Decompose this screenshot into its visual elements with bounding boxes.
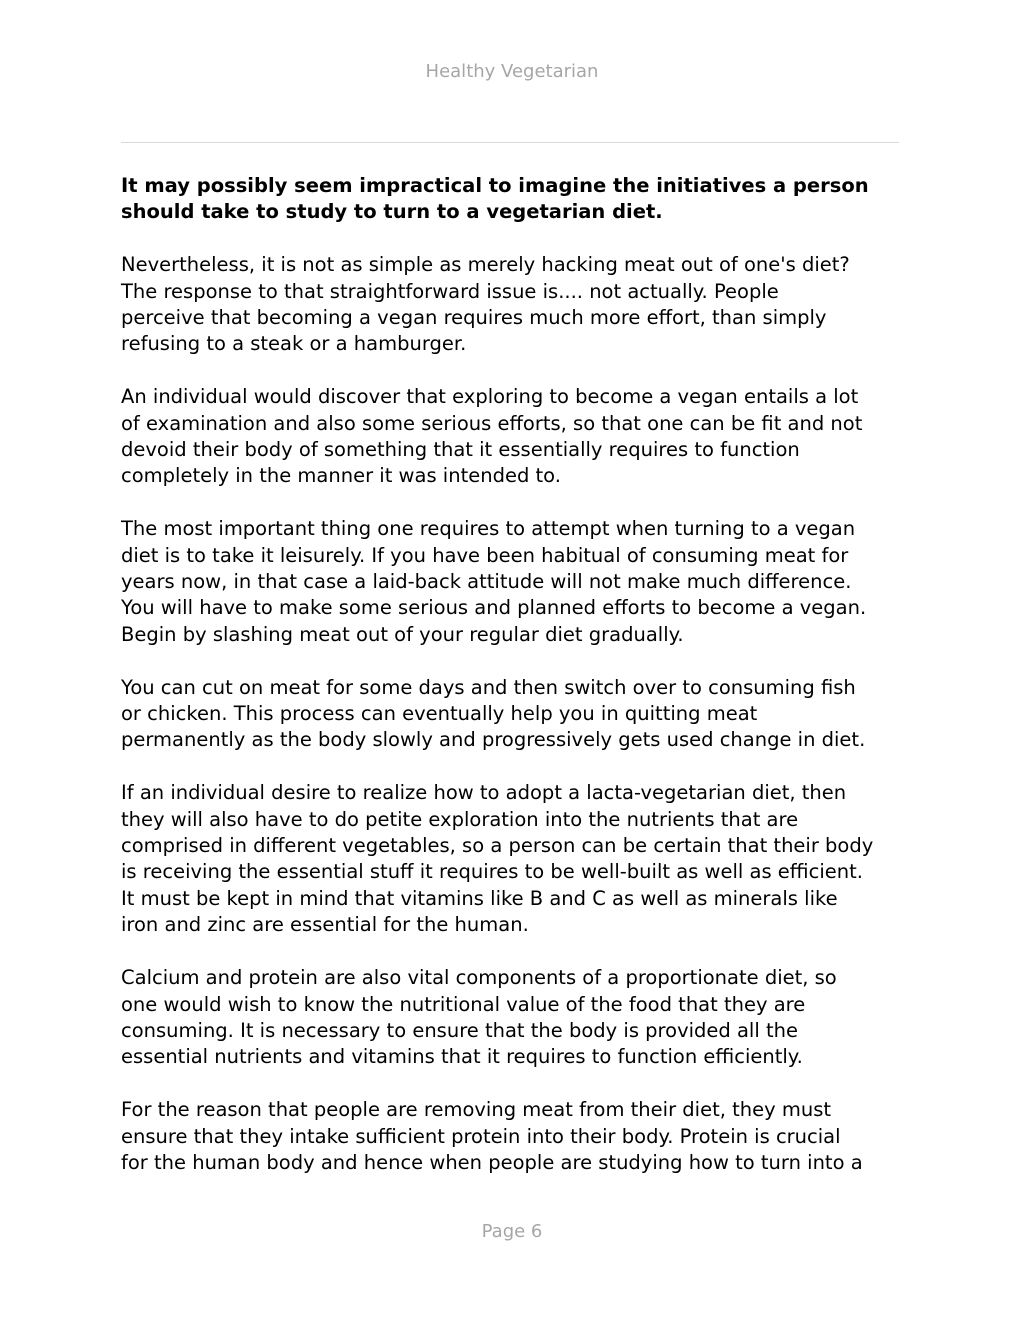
text-line: years now, in that case a laid-back attitude will not make much difference. bbox=[121, 570, 852, 594]
text-line: devoid their body of something that it essentially requires to function bbox=[121, 438, 800, 462]
text-line: or chicken. This process can eventually help you in quitting meat bbox=[121, 702, 758, 726]
text-line: Calcium and protein are also vital components of a proportionate diet, so bbox=[121, 966, 837, 990]
text-line: of examination and also some serious efforts, so that one can be fit and not bbox=[121, 411, 863, 435]
text-line: one would wish to know the nutritional value of the food that they are bbox=[121, 992, 806, 1016]
text-line: they will also have to do petite exploration into the nutrients that are bbox=[121, 807, 799, 831]
text-line: refusing to a steak or a hamburger. bbox=[121, 332, 467, 356]
body-paragraph bbox=[121, 780, 911, 938]
text-line: You can cut on meat for some days and then switch over to consuming fish bbox=[121, 675, 856, 699]
text-line: If an individual desire to realize how to adopt a lacta-vegetarian diet, then bbox=[121, 781, 847, 805]
body-paragraph bbox=[121, 965, 911, 1071]
text-line: Nevertheless, it is not as simple as merely hacking meat out of one's diet? bbox=[121, 253, 850, 277]
text-line: Begin by slashing meat out of your regular diet gradually. bbox=[121, 622, 684, 646]
body-paragraph bbox=[121, 675, 911, 754]
text-line: for the human body and hence when people are studying how to turn into a bbox=[121, 1150, 863, 1174]
text-line: The response to that straightforward issue is.... not actually. People bbox=[121, 279, 779, 303]
text-line: diet is to take it leisurely. If you have been habitual of consuming meat for bbox=[121, 543, 849, 567]
text-line: consuming. It is necessary to ensure that the body is provided all the bbox=[121, 1018, 798, 1042]
text-line: perceive that becoming a vegan requires much more effort, than simply bbox=[121, 306, 827, 330]
text-line: The most important thing one requires to attempt when turning to a vegan bbox=[121, 517, 856, 541]
text-line: iron and zinc are essential for the human. bbox=[121, 913, 529, 937]
lead-paragraph bbox=[121, 173, 911, 226]
page-number: Page 6 bbox=[481, 1221, 543, 1242]
text-line: permanently as the body slowly and progressively gets used change in diet. bbox=[121, 728, 866, 752]
header-divider bbox=[121, 142, 899, 143]
document-body bbox=[121, 173, 911, 1203]
text-line: should take to study to turn to a vegetarian diet. bbox=[121, 200, 663, 224]
text-line: completely in the manner it was intended to. bbox=[121, 464, 561, 488]
body-paragraph bbox=[121, 384, 911, 490]
text-line: ensure that they intake sufficient protein into their body. Protein is crucial bbox=[121, 1124, 841, 1148]
body-paragraph bbox=[121, 1097, 911, 1176]
text-line: essential nutrients and vitamins that it requires to function efficiently. bbox=[121, 1045, 803, 1069]
text-line: It must be kept in mind that vitamins like B and C as well as minerals like bbox=[121, 886, 838, 910]
body-paragraph bbox=[121, 516, 911, 648]
text-line: It may possibly seem impractical to imagine the initiatives a person bbox=[121, 174, 869, 197]
body-paragraph bbox=[121, 252, 911, 358]
text-line: is receiving the essential stuff it requires to be well-built as well as efficient. bbox=[121, 860, 863, 884]
text-line: You will have to make some serious and planned efforts to become a vegan. bbox=[121, 596, 867, 620]
text-line: comprised in different vegetables, so a person can be certain that their body bbox=[121, 834, 874, 858]
text-line: For the reason that people are removing meat from their diet, they must bbox=[121, 1098, 832, 1122]
text-line: An individual would discover that exploring to become a vegan entails a lot bbox=[121, 385, 859, 409]
running-header: Healthy Vegetarian bbox=[425, 61, 599, 82]
